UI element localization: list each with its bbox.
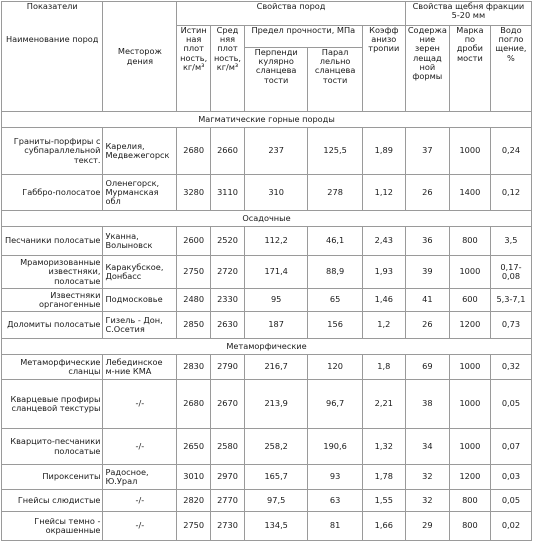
- cell-average-density: 2790: [211, 355, 245, 380]
- cell-strength-perpendicular: 112,2: [244, 227, 308, 256]
- table-row: [2, 227, 532, 256]
- cell-true-density: 3010: [177, 465, 211, 490]
- cell-flaky-content: 26: [405, 312, 449, 339]
- header-indicators-cell: [2, 2, 103, 112]
- cell-strength-parallel: 46,1: [308, 227, 362, 256]
- cell-true-density: 2480: [177, 289, 211, 312]
- cell-anisotropy: 1,46: [362, 289, 405, 312]
- cell-strength-perpendicular: 165,7: [244, 465, 308, 490]
- cell-water-absorption: 0,24: [490, 128, 531, 175]
- cell-anisotropy: 1,78: [362, 465, 405, 490]
- cell-water-absorption: 5,3-7,1: [490, 289, 531, 312]
- cell-deposit: -/-: [103, 380, 177, 429]
- cell-true-density: 3280: [177, 175, 211, 211]
- cell-strength-perpendicular: 216,7: [244, 355, 308, 380]
- header-parallel: Парал лельно сланцева тости: [308, 48, 362, 112]
- cell-deposit: Радосное, Ю.Урал: [103, 465, 177, 490]
- header-deposit: Месторож дения: [103, 2, 177, 112]
- cell-crushability-grade: 800: [449, 227, 490, 256]
- cell-true-density: 2830: [177, 355, 211, 380]
- cell-average-density: 2970: [211, 465, 245, 490]
- cell-true-density: 2600: [177, 227, 211, 256]
- cell-true-density: 2820: [177, 490, 211, 512]
- cell-true-density: 2680: [177, 380, 211, 429]
- section-title: Метаморфические: [2, 339, 532, 355]
- header-indicators: Показатели: [26, 1, 78, 11]
- cell-true-density: 2680: [177, 128, 211, 175]
- table-row: [2, 175, 532, 211]
- cell-true-density: 2750: [177, 512, 211, 541]
- header-anisotropy: Коэфф анизо тропии: [362, 26, 405, 112]
- table-row: [2, 465, 532, 490]
- cell-strength-parallel: 88,9: [308, 256, 362, 289]
- cell-anisotropy: 1,66: [362, 512, 405, 541]
- cell-strength-perpendicular: 237: [244, 128, 308, 175]
- cell-strength-parallel: 278: [308, 175, 362, 211]
- cell-true-density: 2850: [177, 312, 211, 339]
- cell-average-density: 2520: [211, 227, 245, 256]
- cell-average-density: 2330: [211, 289, 245, 312]
- header-rock-properties: Свойства пород: [177, 2, 406, 26]
- table-row: [2, 256, 532, 289]
- cell-crushability-grade: 1200: [449, 312, 490, 339]
- cell-flaky-content: 26: [405, 175, 449, 211]
- cell-crushability-grade: 800: [449, 512, 490, 541]
- cell-rock-name: Метаморфические сланцы: [2, 355, 103, 380]
- header-compressive-strength: Предел прочности, МПа: [244, 26, 362, 48]
- cell-rock-name: Мраморизованные известняки, полосатые: [2, 256, 103, 289]
- cell-strength-perpendicular: 97,5: [244, 490, 308, 512]
- cell-average-density: 2660: [211, 128, 245, 175]
- cell-strength-parallel: 96,7: [308, 380, 362, 429]
- cell-water-absorption: 3,5: [490, 227, 531, 256]
- cell-flaky-content: 38: [405, 380, 449, 429]
- cell-average-density: 2630: [211, 312, 245, 339]
- cell-strength-parallel: 125,5: [308, 128, 362, 175]
- cell-rock-name: Кварцевые профиры сланцевой текстуры: [2, 380, 103, 429]
- cell-deposit: -/-: [103, 429, 177, 465]
- cell-water-absorption: 0,05: [490, 380, 531, 429]
- cell-strength-parallel: 65: [308, 289, 362, 312]
- cell-rock-name: Гнейсы темно - окрашенные: [2, 512, 103, 541]
- cell-crushability-grade: 800: [449, 490, 490, 512]
- cell-crushability-grade: 1400: [449, 175, 490, 211]
- table-row: [2, 429, 532, 465]
- cell-water-absorption: 0,03: [490, 465, 531, 490]
- header-perpendicular: Перпенди кулярно сланцева тости: [244, 48, 308, 112]
- cell-deposit: Каракубское, Донбасс: [103, 256, 177, 289]
- header-average-density: Сред няя плот ность, кг/м³: [211, 26, 245, 112]
- cell-true-density: 2650: [177, 429, 211, 465]
- cell-crushability-grade: 1000: [449, 355, 490, 380]
- cell-crushability-grade: 1000: [449, 128, 490, 175]
- rock-properties-table: [1, 1, 532, 541]
- cell-anisotropy: 1,12: [362, 175, 405, 211]
- cell-rock-name: Кварцито-песчаники полосатые: [2, 429, 103, 465]
- cell-average-density: 2670: [211, 380, 245, 429]
- cell-water-absorption: 0,12: [490, 175, 531, 211]
- section-row: [2, 211, 532, 227]
- header-water-absorption: Водо погло щение, %: [490, 26, 531, 112]
- cell-anisotropy: 1,93: [362, 256, 405, 289]
- cell-flaky-content: 32: [405, 490, 449, 512]
- cell-deposit: Гизель - Дон, С.Осетия: [103, 312, 177, 339]
- cell-flaky-content: 39: [405, 256, 449, 289]
- table-row: [2, 312, 532, 339]
- table-row: [2, 128, 532, 175]
- table-row: [2, 355, 532, 380]
- cell-strength-parallel: 156: [308, 312, 362, 339]
- cell-deposit: -/-: [103, 490, 177, 512]
- cell-deposit: Лебединское м-ние КМА: [103, 355, 177, 380]
- cell-water-absorption: 0,17-0,08: [490, 256, 531, 289]
- cell-water-absorption: 0,73: [490, 312, 531, 339]
- table-row: [2, 380, 532, 429]
- cell-crushability-grade: 1000: [449, 380, 490, 429]
- cell-flaky-content: 32: [405, 465, 449, 490]
- cell-water-absorption: 0,02: [490, 512, 531, 541]
- cell-strength-perpendicular: 171,4: [244, 256, 308, 289]
- cell-strength-perpendicular: 258,2: [244, 429, 308, 465]
- header-true-density: Истин ная плот ность, кг/м³: [177, 26, 211, 112]
- cell-average-density: 2770: [211, 490, 245, 512]
- cell-rock-name: Гнейсы слюдистые: [2, 490, 103, 512]
- section-row: [2, 112, 532, 128]
- cell-anisotropy: 1,89: [362, 128, 405, 175]
- header-flaky-content: Содержа ние зерен лещад ной формы: [405, 26, 449, 112]
- cell-deposit: -/-: [103, 512, 177, 541]
- cell-deposit: Подмосковье: [103, 289, 177, 312]
- cell-strength-parallel: 120: [308, 355, 362, 380]
- cell-average-density: 3110: [211, 175, 245, 211]
- header-crushability-grade: Марка по дроби мости: [449, 26, 490, 112]
- cell-strength-parallel: 63: [308, 490, 362, 512]
- cell-deposit: Карелия, Медвежегорск: [103, 128, 177, 175]
- cell-anisotropy: 2,43: [362, 227, 405, 256]
- cell-strength-perpendicular: 95: [244, 289, 308, 312]
- cell-anisotropy: 1,55: [362, 490, 405, 512]
- cell-rock-name: Доломиты полосатые: [2, 312, 103, 339]
- cell-flaky-content: 41: [405, 289, 449, 312]
- cell-strength-perpendicular: 310: [244, 175, 308, 211]
- cell-flaky-content: 37: [405, 128, 449, 175]
- cell-strength-parallel: 190,6: [308, 429, 362, 465]
- cell-rock-name: Известняки органогенные: [2, 289, 103, 312]
- cell-deposit: Оленегорск, Мурманская обл: [103, 175, 177, 211]
- section-title: Магматические горные породы: [2, 112, 532, 128]
- cell-deposit: Уканна, Волыновск: [103, 227, 177, 256]
- cell-crushability-grade: 1000: [449, 256, 490, 289]
- header-rock-name: Наименование пород: [6, 34, 99, 45]
- cell-average-density: 2720: [211, 256, 245, 289]
- table-row: [2, 490, 532, 512]
- cell-strength-perpendicular: 213,9: [244, 380, 308, 429]
- cell-anisotropy: 1,8: [362, 355, 405, 380]
- header-crushed-stone-properties: Свойства щебня фракции 5-20 мм: [405, 2, 531, 26]
- table-row: [2, 289, 532, 312]
- section-title: Осадочные: [2, 211, 532, 227]
- section-row: [2, 339, 532, 355]
- cell-crushability-grade: 1200: [449, 465, 490, 490]
- cell-water-absorption: 0,32: [490, 355, 531, 380]
- cell-water-absorption: 0,05: [490, 490, 531, 512]
- cell-flaky-content: 34: [405, 429, 449, 465]
- cell-strength-perpendicular: 134,5: [244, 512, 308, 541]
- cell-average-density: 2730: [211, 512, 245, 541]
- cell-flaky-content: 29: [405, 512, 449, 541]
- cell-crushability-grade: 600: [449, 289, 490, 312]
- cell-water-absorption: 0,07: [490, 429, 531, 465]
- cell-flaky-content: 69: [405, 355, 449, 380]
- cell-strength-parallel: 81: [308, 512, 362, 541]
- cell-rock-name: Пироксениты: [2, 465, 103, 490]
- cell-strength-parallel: 93: [308, 465, 362, 490]
- cell-crushability-grade: 1000: [449, 429, 490, 465]
- cell-anisotropy: 1,32: [362, 429, 405, 465]
- cell-anisotropy: 1,2: [362, 312, 405, 339]
- table-row: [2, 512, 532, 541]
- cell-true-density: 2750: [177, 256, 211, 289]
- cell-anisotropy: 2,21: [362, 380, 405, 429]
- cell-rock-name: Габбро-полосатое: [2, 175, 103, 211]
- cell-average-density: 2580: [211, 429, 245, 465]
- cell-rock-name: Граниты-порфиры с субпараллельной текст.: [2, 128, 103, 175]
- cell-strength-perpendicular: 187: [244, 312, 308, 339]
- cell-flaky-content: 36: [405, 227, 449, 256]
- cell-rock-name: Песчаники полосатые: [2, 227, 103, 256]
